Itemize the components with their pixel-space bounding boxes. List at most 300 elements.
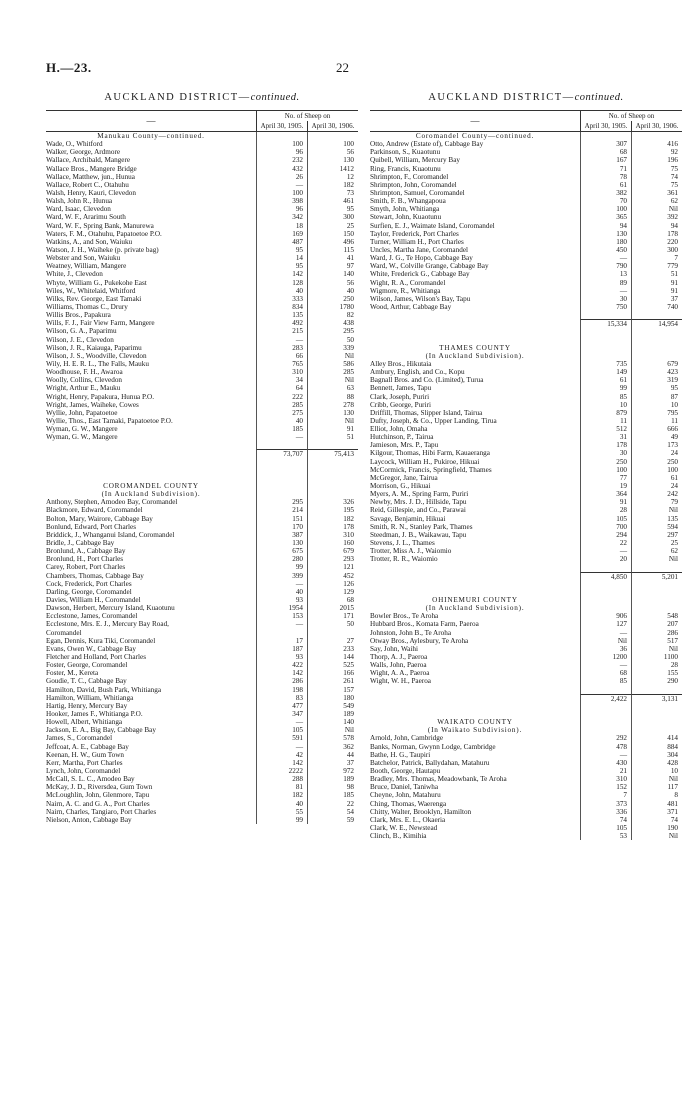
owner-name: Johnston, John B., Te Aroha — [370, 628, 452, 637]
table-row — [370, 295, 682, 303]
owner-name: Walsh, John R., Hunua — [46, 197, 113, 206]
section-heading — [370, 352, 682, 360]
sheep-1905: 128 — [256, 279, 307, 287]
table-row — [370, 653, 682, 661]
total-row — [46, 449, 358, 457]
sheep-1906 — [631, 588, 682, 596]
table-row — [46, 800, 358, 808]
owner-name: Jackson, E. A., Big Bay, Cabbage Bay — [46, 726, 156, 735]
sheep-1906 — [307, 441, 358, 449]
table-row — [46, 376, 358, 384]
sheep-1906: Nil — [631, 832, 682, 840]
owner-name: Ward, W., Colville Grange, Cabbage Bay — [370, 262, 489, 271]
table-row — [46, 336, 358, 344]
table-row — [46, 563, 358, 571]
sheep-1905: 105 — [580, 824, 631, 832]
sheep-1906: 8 — [631, 791, 682, 799]
owner-name: Say, John, Waihi — [370, 644, 418, 653]
sheep-1906 — [631, 580, 682, 588]
table-row — [46, 213, 358, 221]
sheep-1906: 666 — [631, 425, 682, 433]
owner-name — [370, 572, 580, 580]
owner-name: Hooker, James F., Whitianga P.O. — [46, 709, 143, 718]
sheep-1906: 61 — [631, 474, 682, 482]
sheep-1906: 11 — [631, 417, 682, 425]
sheep-1906: 310 — [307, 531, 358, 539]
sheep-1906: 100 — [631, 466, 682, 474]
owner-name — [370, 327, 580, 335]
table-row — [370, 612, 682, 620]
owner-name: Wright, James, Waiheke, Cowes — [46, 400, 139, 409]
owner-name: Bradley, Mrs. Thomas, Meadowbank, Te Aroha — [370, 775, 507, 784]
sheep-1905: 61 — [580, 181, 631, 189]
page-number: 22 — [336, 60, 349, 75]
sheep-1905: 89 — [580, 279, 631, 287]
owner-name: Turner, William H., Port Charles — [370, 237, 464, 246]
owner-name: White, J., Clevedon — [46, 270, 103, 279]
sheep-1906: 75,413 — [307, 449, 358, 457]
sheep-1906: 416 — [631, 140, 682, 148]
sheep-1905: — — [256, 743, 307, 751]
table-row — [370, 148, 682, 156]
sheep-1905: 765 — [256, 360, 307, 368]
table-row — [46, 368, 358, 376]
sheep-1905: 71 — [580, 165, 631, 173]
sheep-1906 — [631, 596, 682, 604]
sheep-1906: 371 — [631, 808, 682, 816]
sheep-1906: 339 — [307, 344, 358, 352]
right-column — [370, 92, 682, 840]
owner-name: Shrimpton, F., Coromandel — [370, 172, 449, 181]
owner-name: Ecclestone, Mrs. E. J., Mercury Bay Road, — [46, 620, 169, 629]
owner-name: Nairn, A. C. and G. A., Port Charles — [46, 799, 150, 808]
sheep-1906: 173 — [631, 441, 682, 449]
table-row — [370, 637, 682, 645]
sheep-1905: 96 — [256, 148, 307, 156]
sheep-1905: 700 — [580, 523, 631, 531]
owner-name: Woodhouse, F. H., Awaroa — [46, 368, 123, 377]
table-row — [46, 270, 358, 278]
table-row — [46, 498, 358, 506]
owner-name: Wade, O., Whitford — [46, 140, 103, 149]
owner-name: Fletcher and Holland, Port Charles — [46, 653, 147, 661]
owner-name: Alley Bros., Hikutaia — [370, 359, 432, 368]
owner-name: Evans, Owen W., Cabbage Bay — [46, 644, 137, 653]
sheep-1905: 61 — [580, 376, 631, 384]
table-row — [370, 808, 682, 816]
sheep-1906: 361 — [631, 189, 682, 197]
table-row — [370, 466, 682, 474]
sheep-1906: 578 — [307, 734, 358, 742]
sheep-1905: 336 — [580, 808, 631, 816]
right-rows — [370, 132, 682, 840]
sheep-1906 — [631, 710, 682, 718]
sheep-1905: 182 — [256, 791, 307, 799]
table-row — [370, 783, 682, 791]
sheep-1905: — — [580, 629, 631, 637]
owner-name: Bowler Bros., Te Aroha — [370, 612, 439, 621]
sheep-1905: 275 — [256, 409, 307, 417]
sheep-1906: 679 — [631, 360, 682, 368]
sheep-1906: 1100 — [631, 653, 682, 661]
sheep-1906: 304 — [631, 751, 682, 759]
section-heading — [46, 490, 358, 498]
owner-name: Coromandel County—continued. — [415, 132, 535, 140]
table-row — [370, 279, 682, 287]
table-row — [370, 506, 682, 514]
sheep-1906 — [307, 629, 358, 637]
sheep-1905: 74 — [580, 816, 631, 824]
sheep-1905: — — [256, 336, 307, 344]
sheep-1905: 99 — [256, 816, 307, 824]
sheep-1905: — — [256, 181, 307, 189]
table-row — [46, 677, 358, 685]
owner-name: Wight, A. A., Paeroa — [370, 669, 430, 678]
owner-name: Woolly, Collins, Clevedon — [46, 376, 123, 385]
sheep-1905: 288 — [256, 775, 307, 783]
sheep-1905: 487 — [256, 238, 307, 246]
owner-name: Quibell, William, Mercury Bay — [370, 156, 461, 165]
owner-name: Lynch, John, Coromandel — [46, 766, 121, 775]
right-header-1906: April 30, 1906. — [632, 121, 682, 132]
sheep-1906: 28 — [631, 661, 682, 669]
section-heading — [46, 482, 358, 490]
sheep-1905: 152 — [580, 783, 631, 791]
sheep-1905: 879 — [580, 409, 631, 417]
sheep-1906: 91 — [307, 425, 358, 433]
sheep-1906: 37 — [631, 295, 682, 303]
sheep-1905: 478 — [580, 743, 631, 751]
sheep-1905: 19 — [580, 482, 631, 490]
table-row — [46, 458, 358, 466]
table-row — [46, 303, 358, 311]
table-row — [46, 791, 358, 799]
sheep-1905: 295 — [256, 498, 307, 506]
table-row — [370, 539, 682, 547]
sheep-1906: 779 — [631, 262, 682, 270]
sheep-1905: 99 — [580, 384, 631, 392]
section-heading — [370, 596, 682, 604]
sheep-1906: 25 — [631, 539, 682, 547]
sheep-1905: 31 — [580, 433, 631, 441]
sheep-1906: 117 — [631, 783, 682, 791]
sheep-1906: 129 — [307, 588, 358, 596]
sheep-1905: 169 — [256, 230, 307, 238]
sheep-1905: — — [580, 661, 631, 669]
owner-name: Ambury, English, and Co., Kopu — [370, 368, 465, 377]
sheep-1905: 42 — [256, 751, 307, 759]
sheep-1906: 195 — [307, 506, 358, 514]
owner-name: Ecclestone, James, Coromandel — [46, 612, 138, 621]
owner-name: Bolton, Mary, Wairore, Cabbage Bay — [46, 514, 153, 523]
sheep-1906: 293 — [307, 555, 358, 563]
owner-name: Wilson, James, Wilson's Bay, Tapu — [370, 294, 471, 303]
owner-name: Watkins, A., and Son, Waiuku — [46, 237, 133, 246]
table-row — [370, 458, 682, 466]
table-row — [370, 303, 682, 311]
owner-name: Chitty, Walter, Brooklyn, Hamilton — [370, 807, 472, 816]
sheep-1906 — [631, 336, 682, 344]
table-row — [370, 751, 682, 759]
sheep-1906 — [307, 466, 358, 474]
owner-name: Wily, H. E. R. L., The Falls, Mauku — [46, 359, 149, 368]
sheep-1905: 36 — [580, 645, 631, 653]
owner-name — [46, 466, 256, 474]
table-row — [46, 661, 358, 669]
sheep-1905: 40 — [256, 800, 307, 808]
table-row — [370, 254, 682, 262]
sheep-1905: 95 — [256, 262, 307, 270]
owner-name — [370, 686, 580, 694]
sheep-1905: 100 — [580, 466, 631, 474]
owner-name: Wallace, Robert C., Otahuhu — [46, 180, 129, 189]
table-row — [370, 563, 682, 571]
sheep-1905: 100 — [256, 140, 307, 148]
right-heading — [370, 92, 682, 106]
sheep-1905: 93 — [256, 653, 307, 661]
sheep-1906: 140 — [307, 270, 358, 278]
total-row — [370, 319, 682, 327]
sheep-1905: 250 — [580, 458, 631, 466]
owner-name: Savage, Benjamin, Hikuai — [370, 514, 446, 523]
sheep-1905: 492 — [256, 319, 307, 327]
table-row — [46, 555, 358, 563]
sheep-1905: 28 — [580, 506, 631, 514]
table-row — [46, 466, 358, 474]
owner-name: Morrison, G., Hikuai — [370, 482, 431, 491]
sheep-1905: 30 — [580, 295, 631, 303]
sheep-1906: 679 — [307, 547, 358, 555]
sheep-1905: 333 — [256, 295, 307, 303]
sheep-1906: 79 — [631, 498, 682, 506]
sheep-1905: — — [256, 433, 307, 441]
owner-name: Manukau County—continued. — [97, 132, 205, 140]
table-row — [46, 669, 358, 677]
owner-name — [46, 474, 256, 482]
owner-name: Cheyne, John, Matahuru — [370, 791, 441, 800]
sheep-1906: Nil — [631, 645, 682, 653]
sheep-1905 — [580, 344, 631, 352]
owner-name: Booth, George, Hautapu — [370, 766, 441, 775]
sheep-1905 — [256, 490, 307, 498]
sheep-1906: 100 — [307, 140, 358, 148]
sheep-1906: 24 — [631, 482, 682, 490]
owner-name: Elliot, John, Omaha — [370, 425, 428, 434]
sheep-1905: 53 — [580, 832, 631, 840]
sheep-1906: 92 — [631, 148, 682, 156]
sheep-1905: — — [256, 718, 307, 726]
table-row — [370, 677, 682, 685]
sheep-1906 — [631, 686, 682, 694]
owner-name: Bronlund, H., Port Charles — [46, 555, 124, 564]
sheep-1905: 398 — [256, 197, 307, 205]
table-row — [46, 433, 358, 441]
table-row — [370, 441, 682, 449]
left-column — [46, 92, 358, 824]
table-row — [370, 327, 682, 335]
sheep-1906: 285 — [307, 368, 358, 376]
sheep-1905: — — [580, 751, 631, 759]
sheep-1906 — [307, 474, 358, 482]
sheep-1905: 14 — [256, 254, 307, 262]
owner-name: Arnold, John, Cambridge — [370, 734, 444, 743]
sheep-1906: 295 — [307, 327, 358, 335]
sheep-1905: 105 — [256, 726, 307, 734]
table-row — [46, 156, 358, 164]
table-row — [370, 816, 682, 824]
sheep-1906 — [631, 604, 682, 612]
sheep-1906: 50 — [307, 620, 358, 628]
owner-name: Cribb, George, Puriri — [370, 400, 431, 409]
table-row — [370, 620, 682, 628]
sheep-1905: 283 — [256, 344, 307, 352]
sheep-1905: 142 — [256, 759, 307, 767]
owner-name — [370, 580, 580, 588]
sheep-1906 — [307, 482, 358, 490]
sheep-1905: 187 — [256, 645, 307, 653]
table-row — [46, 279, 358, 287]
sheep-1906: 75 — [631, 165, 682, 173]
sheep-1906: 74 — [631, 816, 682, 824]
sheep-1905: 512 — [580, 425, 631, 433]
sheep-1906: 319 — [631, 376, 682, 384]
sheep-1906: 130 — [307, 156, 358, 164]
owner-name — [370, 311, 580, 319]
owner-name: Taylor, Frederick, Port Charles — [370, 229, 459, 238]
sheep-1905 — [580, 718, 631, 726]
owner-name: Batchelor, Patrick, Ballydahan, Matahuru — [370, 758, 490, 767]
sheep-1905: 232 — [256, 156, 307, 164]
sheep-1905: 100 — [256, 189, 307, 197]
sheep-1905: 310 — [256, 368, 307, 376]
table-row — [370, 384, 682, 392]
sheep-1906 — [631, 726, 682, 734]
sheep-1906: 300 — [631, 246, 682, 254]
table-row — [46, 230, 358, 238]
left-header-1905: April 30, 1905. — [257, 121, 308, 132]
sheep-1905 — [580, 311, 631, 319]
sheep-1906: 150 — [307, 230, 358, 238]
table-row — [46, 523, 358, 531]
sheep-1905: 790 — [580, 262, 631, 270]
owner-name — [46, 458, 256, 466]
owner-name: Smyth, John, Whitianga — [370, 205, 440, 214]
table-row — [46, 531, 358, 539]
table-row — [370, 645, 682, 653]
table-row — [370, 238, 682, 246]
table-row — [46, 295, 358, 303]
right-heading-cont: continued. — [574, 92, 624, 103]
sheep-1906: 438 — [307, 319, 358, 327]
sheep-1905 — [256, 458, 307, 466]
sheep-1906: Nil — [307, 376, 358, 384]
sheep-1905 — [580, 327, 631, 335]
sheep-1905: 387 — [256, 531, 307, 539]
sheep-1906: 24 — [631, 449, 682, 457]
owner-name: Trotter, R. R., Waiomio — [370, 555, 438, 564]
table-row — [46, 515, 358, 523]
sheep-1905: 450 — [580, 246, 631, 254]
table-row — [46, 637, 358, 645]
sheep-1905: 34 — [256, 376, 307, 384]
table-row — [46, 604, 358, 612]
owner-name: Bruce, Daniel, Taniwha — [370, 783, 439, 792]
sheep-1906: 22 — [307, 800, 358, 808]
table-row — [46, 344, 358, 352]
table-row — [46, 140, 358, 148]
sheep-1905: 26 — [256, 173, 307, 181]
sheep-1906: Nil — [631, 775, 682, 783]
sheep-1905 — [580, 336, 631, 344]
table-row — [46, 262, 358, 270]
table-row — [370, 425, 682, 433]
owner-name: Briddick, J., Whanganui Island, Coromandel — [46, 530, 175, 539]
sheep-1906: 115 — [307, 246, 358, 254]
sheep-1905 — [256, 132, 307, 140]
table-row — [370, 669, 682, 677]
sheep-1905: 30 — [580, 449, 631, 457]
sheep-1906: 91 — [631, 279, 682, 287]
owner-name: Wilson, J. R., Kaiauga, Paparimu — [46, 343, 142, 352]
sheep-1905: 93 — [256, 596, 307, 604]
owner-name: McGregor, Jane, Tairua — [370, 473, 438, 482]
sheep-1906: 95 — [307, 205, 358, 213]
sheep-1906: 189 — [307, 710, 358, 718]
owner-name: Willis Bros., Papakura — [46, 311, 111, 320]
table-row — [46, 580, 358, 588]
sheep-1906: 286 — [631, 629, 682, 637]
sheep-1905 — [256, 466, 307, 474]
owner-name: Steedman, J. B., Waikawau, Tapu — [370, 530, 467, 539]
owner-name: Watson, J. H., Waiheke (p. private bag) — [46, 245, 159, 254]
owner-name: James, S., Coromandel — [46, 734, 113, 743]
owner-name: Foster, George, Coromandel — [46, 661, 128, 670]
owner-name: Davies, William H., Coromandel — [46, 596, 141, 605]
sheep-1905: 365 — [580, 213, 631, 221]
owner-name: Chambers, Thomas, Cabbage Bay — [46, 571, 144, 580]
sheep-1906: 59 — [307, 816, 358, 824]
owner-name: Bonlund, Edward, Port Charles — [46, 522, 137, 531]
owner-name: Wiles, W., Whitelaid, Whitford — [46, 286, 136, 295]
sheep-1905: 151 — [256, 515, 307, 523]
sheep-1906: 155 — [631, 669, 682, 677]
sheep-1905 — [580, 726, 631, 734]
owner-name: Myers, A. M., Spring Farm, Puriri — [370, 490, 469, 499]
sheep-1905: 422 — [256, 661, 307, 669]
sheep-1906: 5,201 — [631, 572, 682, 580]
table-row — [46, 287, 358, 295]
owner-name: Nairn, Charles, Tangiaro, Port Charles — [46, 807, 157, 816]
owner-name: Nielson, Anton, Cabbage Bay — [46, 815, 132, 824]
sheep-1906: Nil — [631, 205, 682, 213]
sheep-1906: 126 — [307, 580, 358, 588]
sheep-1906: 740 — [631, 303, 682, 311]
owner-name: Williams, Thomas C., Drury — [46, 302, 128, 311]
sheep-1905: — — [256, 620, 307, 628]
sheep-1906: 49 — [631, 433, 682, 441]
owner-name — [370, 563, 580, 571]
owner-name: Whyte, William G., Pukekohe East — [46, 278, 147, 287]
sheep-1905: 285 — [256, 401, 307, 409]
section-heading — [370, 604, 682, 612]
sheep-1905: 13 — [580, 270, 631, 278]
table-row — [46, 148, 358, 156]
sheep-1905: 382 — [580, 189, 631, 197]
sheep-1906: 88 — [307, 393, 358, 401]
table-row — [46, 173, 358, 181]
sheep-1905: 73,707 — [256, 449, 307, 457]
sheep-1905: 142 — [256, 270, 307, 278]
